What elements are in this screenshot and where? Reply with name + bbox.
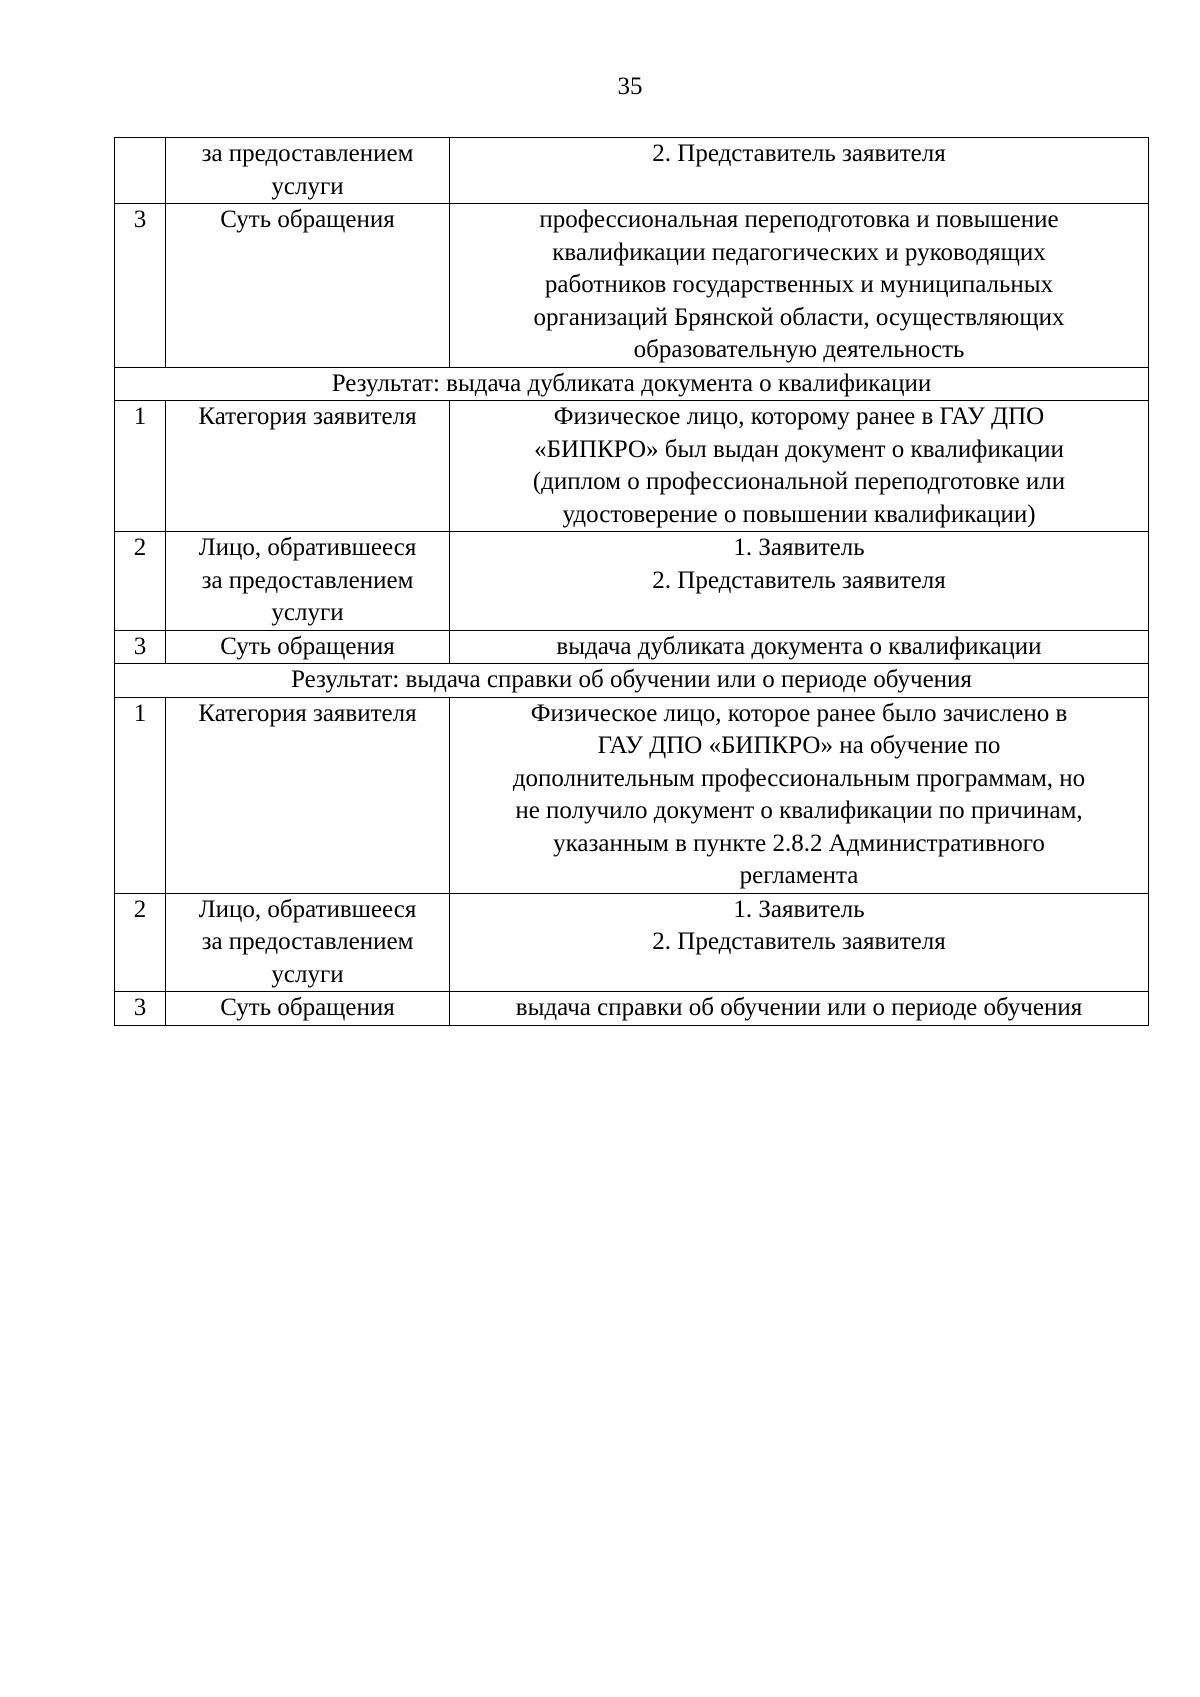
row-label-line: Суть обращения	[220, 994, 395, 1021]
row-value	[450, 893, 1149, 992]
row-value-line: регламента	[739, 862, 859, 889]
row-label	[166, 992, 450, 1026]
row-label	[166, 630, 450, 664]
row-value	[450, 697, 1149, 893]
row-value-line: (диплом о профессиональной переподготовке или	[532, 468, 1066, 495]
row-value	[450, 138, 1149, 204]
row-value-line: ГАУ ДПО «БИПКРО» на обучение по	[597, 732, 1001, 759]
requirements-table	[114, 137, 1149, 1026]
row-value-line: профессиональная переподготовка и повышение	[539, 206, 1059, 233]
row-label-line: за предоставлением	[201, 140, 414, 167]
row-label-line: Категория заявителя	[198, 403, 417, 430]
row-value-line: 2. Представитель заявителя	[652, 566, 946, 594]
row-label	[166, 138, 450, 204]
table-row	[115, 992, 1149, 1026]
row-value-line: не получило документ о квалификации по причинам,	[515, 797, 1083, 824]
row-label	[166, 532, 450, 631]
table-row	[115, 138, 1149, 204]
row-value-line: 2. Представитель заявителя	[652, 928, 946, 955]
table-row	[115, 893, 1149, 992]
row-label-line: услуги	[271, 599, 344, 626]
row-value-line: 1. Заявитель	[733, 534, 865, 561]
row-value-line: квалификации педагогических и руководящих	[552, 238, 1046, 266]
section-title: Результат: выдача справки об обучении или о периоде обучения	[115, 664, 1149, 698]
row-label	[166, 893, 450, 992]
table-row	[115, 532, 1149, 631]
row-value-line: организаций Брянской области, осуществляющих	[533, 303, 1065, 331]
table-row	[115, 401, 1149, 532]
table-row	[115, 697, 1149, 893]
table-row	[115, 204, 1149, 368]
row-label	[166, 204, 450, 368]
row-number: 3	[115, 630, 166, 664]
row-label-line: Лицо, обратившееся	[198, 534, 417, 561]
row-value-line: удостоверение о повышении квалификации)	[562, 500, 1036, 528]
row-value-line: дополнительным профессиональным программам, но	[512, 764, 1086, 792]
row-label-line: за предоставлением	[201, 928, 414, 955]
row-value-line: работников государственных и муниципальных	[544, 271, 1054, 298]
table-row	[115, 630, 1149, 664]
row-number	[115, 138, 166, 204]
row-label-line: услуги	[271, 172, 344, 200]
row-value-line: «БИПКРО» был выдан документ о квалификации	[534, 435, 1064, 463]
page-number: 35	[617, 73, 643, 100]
row-number: 1	[115, 401, 166, 532]
section-header-row	[115, 367, 1149, 401]
row-label	[166, 697, 450, 893]
row-value	[450, 204, 1149, 368]
row-value	[450, 401, 1149, 532]
section-header-row	[115, 664, 1149, 698]
row-value-line: 1. Заявитель	[733, 895, 865, 923]
row-number: 1	[115, 697, 166, 893]
row-number: 3	[115, 204, 166, 368]
section-title: Результат: выдача дубликата документа о квалификации	[115, 367, 1149, 401]
row-label-line: Лицо, обратившееся	[198, 895, 417, 923]
row-number: 2	[115, 532, 166, 631]
row-label-line: Суть обращения	[220, 632, 395, 660]
row-value-line: образовательную деятельность	[633, 336, 965, 363]
row-value-line: выдача справки об обучении или о периоде обучения	[515, 994, 1083, 1021]
row-label-line: Суть обращения	[220, 206, 395, 233]
row-label-line: услуги	[271, 960, 344, 988]
row-value	[450, 992, 1149, 1026]
row-number: 2	[115, 893, 166, 992]
row-value-line: Физическое лицо, которому ранее в ГАУ ДПО	[553, 403, 1045, 430]
row-label-line: за предоставлением	[201, 566, 414, 594]
row-label-line: Категория заявителя	[198, 699, 417, 727]
table-body	[115, 138, 1149, 1026]
row-number: 3	[115, 992, 166, 1026]
row-value	[450, 532, 1149, 631]
row-label	[166, 401, 450, 532]
row-value-line: указанным в пункте 2.8.2 Административного	[553, 829, 1045, 857]
row-value-line: выдача дубликата документа о квалификации	[556, 632, 1042, 660]
row-value-line: 2. Представитель заявителя	[652, 140, 946, 167]
row-value-line: Физическое лицо, которое ранее было зачислено в	[530, 699, 1068, 727]
row-value	[450, 630, 1149, 664]
